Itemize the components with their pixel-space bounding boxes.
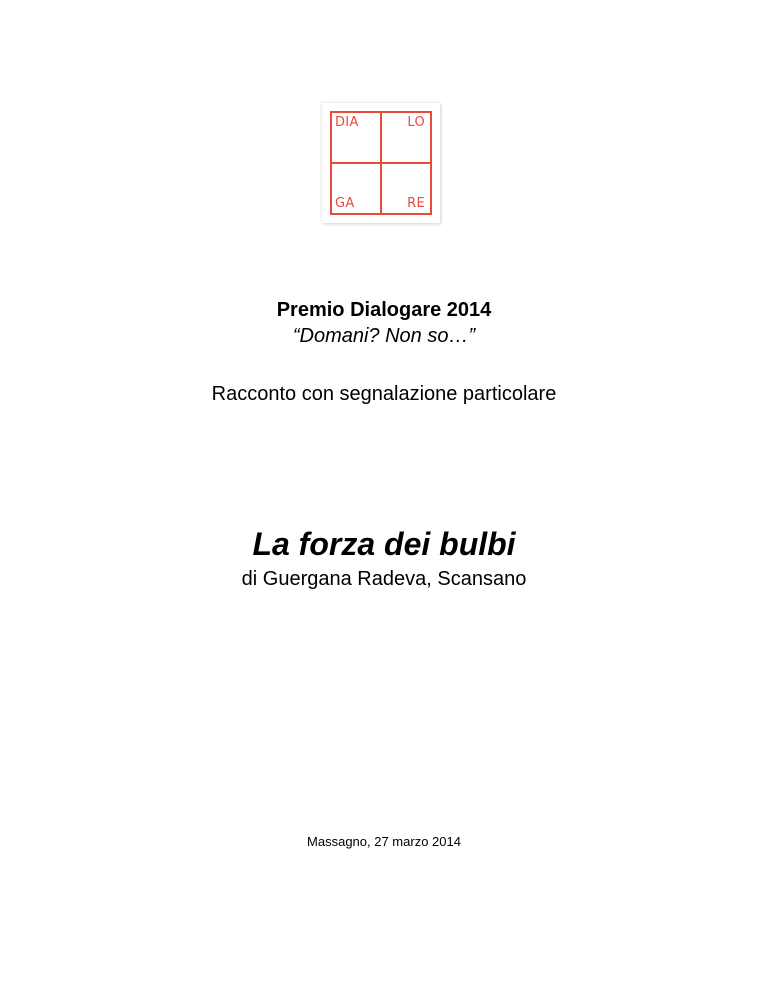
author-line: di Guergana Radeva, Scansano (241, 568, 527, 590)
prize-title: Premio Dialogare 2014 (276, 299, 492, 321)
logo-word-top-right: LO (407, 115, 425, 130)
place-date: Massagno, 27 marzo 2014 (307, 834, 461, 849)
logo-divider-vertical (380, 113, 382, 213)
logo-word-top-left: DIA (335, 115, 359, 130)
dialogare-logo (322, 103, 440, 223)
prize-subtitle: “Domani? Non so…” (292, 325, 476, 347)
story-title: La forza dei bulbi (252, 526, 516, 562)
logo-word-bottom-left: GA (335, 196, 355, 211)
logo-word-bottom-right: RE (407, 196, 425, 211)
logo-grid (330, 111, 432, 215)
category-label: Racconto con segnalazione particolare (211, 383, 557, 405)
